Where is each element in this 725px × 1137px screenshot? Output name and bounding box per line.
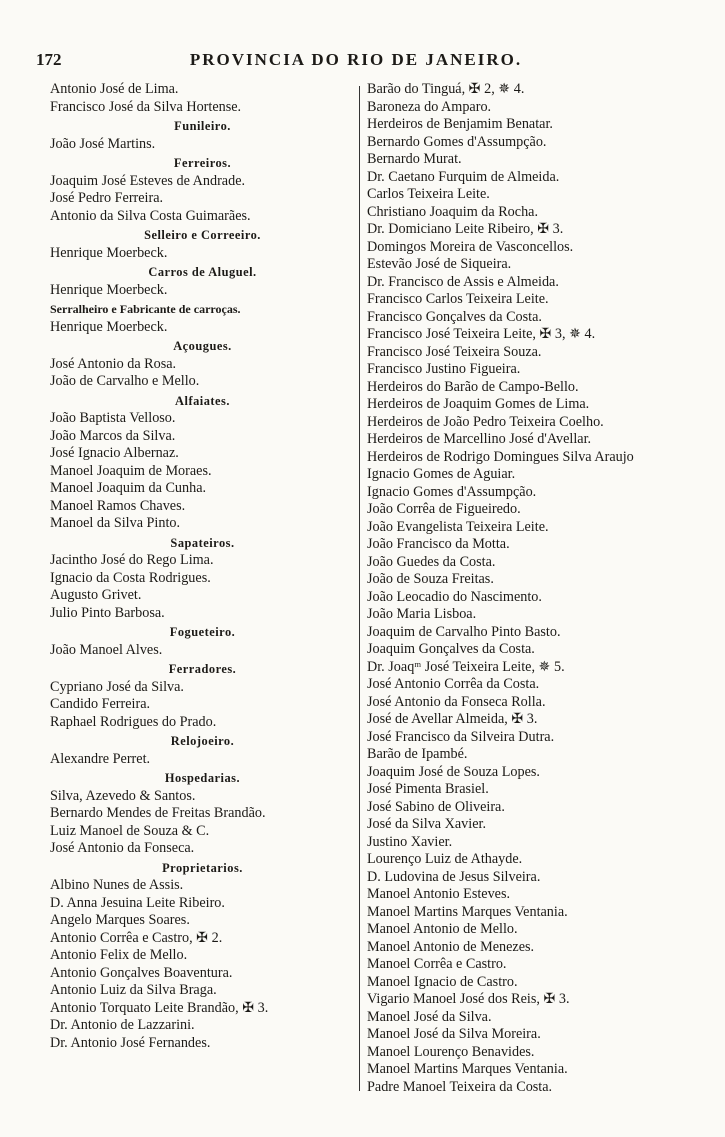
directory-entry: Ignacio Gomes de Aguiar. (367, 466, 516, 482)
directory-entry: Barão do Tinguá, ✠ 2, ✵ 4. (367, 81, 525, 97)
directory-entry: João de Carvalho e Mello. (50, 373, 200, 389)
section-heading: Selleiro e Correeiro. (144, 228, 261, 242)
section-heading: Funileiro. (174, 119, 231, 133)
directory-entry: José Antonio Corrêa da Costa. (367, 676, 540, 692)
directory-entry: Alexandre Perret. (50, 750, 151, 767)
directory-entry: Francisco Gonçalves da Costa. (367, 308, 542, 325)
directory-entry: João Francisco da Motta. (367, 536, 510, 552)
right-column (367, 81, 692, 1096)
directory-entry: Lourenço Luiz de Athayde. (367, 851, 523, 867)
directory-entry: José Antonio da Fonseca Rolla. (367, 693, 546, 710)
directory-entry: Baroneza do Amparo. (367, 98, 492, 115)
directory-entry: Domingos Moreira de Vasconcellos. (367, 238, 574, 255)
directory-entry: Manoel Martins Marques Ventania. (367, 903, 568, 920)
section-heading: Relojoeiro. (170, 734, 235, 748)
directory-entry: Augusto Grivet. (50, 587, 142, 603)
section-heading: Fogueteiro. (169, 625, 236, 639)
directory-entry: Joaquim José Esteves de Andrade. (50, 172, 246, 189)
section-heading: Carros de Aluguel. (148, 265, 257, 279)
directory-entry: Bernardo Mendes de Freitas Brandão. (50, 805, 266, 821)
directory-entry: Barão de Ipambé. (367, 746, 468, 762)
left-column (50, 81, 355, 1052)
directory-entry: Luiz Manoel de Souza & C. (50, 822, 210, 839)
directory-entry: Bernardo Gomes d'Assumpção. (367, 133, 547, 150)
directory-entry: Silva, Azevedo & Santos. (50, 787, 196, 804)
directory-entry: Antonio Luiz da Silva Braga. (50, 982, 217, 998)
directory-entry: João José Martins. (50, 135, 156, 152)
directory-entry: Henrique Moerbeck. (50, 281, 168, 298)
directory-entry: José Sabino de Oliveira. (367, 798, 505, 815)
directory-entry: Manoel Lourenço Benavides. (367, 1043, 535, 1060)
directory-entry: João Manoel Alves. (50, 641, 163, 658)
directory-entry: Dr. Joaqᵐ José Teixeira Leite, ✵ 5. (367, 658, 565, 675)
directory-entry: José Ignacio Albernaz. (50, 445, 179, 461)
directory-entry: Herdeiros de Rodrigo Domingues Silva Araujo (367, 448, 634, 465)
directory-entry: Herdeiros do Barão de Campo-Bello. (367, 378, 579, 395)
directory-entry: José Pimenta Brasiel. (367, 781, 489, 797)
directory-entry: Francisco Justino Figueira. (367, 361, 521, 377)
directory-entry: Manoel Joaquim da Cunha. (50, 480, 207, 496)
directory-entry: João Evangelista Teixeira Leite. (367, 518, 549, 535)
directory-entry: Manoel Joaquim de Moraes. (50, 462, 212, 479)
directory-entry: D. Ludovina de Jesus Silveira. (367, 868, 541, 885)
directory-entry: João Guedes da Costa. (367, 553, 496, 570)
directory-entry: Carlos Teixeira Leite. (367, 186, 490, 202)
directory-entry: Francisco Carlos Teixeira Leite. (367, 291, 549, 307)
section-heading: Hospedarias. (164, 771, 241, 785)
directory-entry: Vigario Manoel José dos Reis, ✠ 3. (367, 991, 570, 1007)
directory-entry: Manoel Martins Marques Ventania. (367, 1061, 568, 1077)
page-number: 172 (36, 50, 62, 69)
directory-entry: Herdeiros de João Pedro Teixeira Coelho. (367, 413, 604, 430)
directory-entry: Justino Xavier. (367, 833, 453, 850)
directory-entry: Francisco José Teixeira Leite, ✠ 3, ✵ 4. (367, 326, 596, 342)
directory-entry: Joaquim Gonçalves da Costa. (367, 641, 535, 657)
directory-entry: Manoel Antonio de Menezes. (367, 938, 535, 955)
directory-entry: Manoel Corrêa e Castro. (367, 956, 507, 972)
directory-entry: José Pedro Ferreira. (50, 190, 164, 206)
directory-entry: Joaquim José de Souza Lopes. (367, 763, 540, 780)
directory-entry: Antonio da Silva Costa Guimarães. (50, 207, 251, 224)
section-heading: Ferradores. (168, 662, 237, 676)
directory-entry: Antonio José de Lima. (50, 81, 179, 97)
directory-entry: Manoel Antonio de Mello. (367, 921, 518, 937)
directory-entry: Dr. Francisco de Assis e Almeida. (367, 273, 559, 290)
directory-entry: D. Anna Jesuina Leite Ribeiro. (50, 894, 225, 911)
directory-entry: Manoel José da Silva. (367, 1008, 492, 1025)
directory-entry: Dr. Domiciano Leite Ribeiro, ✠ 3. (367, 221, 564, 237)
page-header (36, 50, 676, 74)
column-divider (359, 86, 360, 1091)
directory-entry: Antonio Felix de Mello. (50, 947, 188, 963)
directory-entry: José Antonio da Fonseca. (50, 840, 195, 856)
directory-entry: João Corrêa de Figueiredo. (367, 501, 521, 517)
section-heading: Proprietarios. (162, 860, 243, 875)
section-heading: Alfaiates. (175, 393, 230, 408)
directory-entry: Manoel Antonio Esteves. (367, 886, 511, 902)
directory-entry: Francisco José da Silva Hortense. (50, 98, 242, 115)
section-heading: Ferreiros. (173, 156, 232, 170)
directory-entry: Herdeiros de Joaquim Gomes de Lima. (367, 396, 590, 412)
section-heading: Açougues. (173, 339, 232, 353)
directory-entry: Bernardo Murat. (367, 151, 462, 167)
directory-entry: Padre Manoel Teixeira da Costa. (367, 1078, 553, 1095)
directory-entry: Julio Pinto Barbosa. (50, 604, 165, 621)
directory-entry: Albino Nunes de Assis. (50, 877, 184, 893)
directory-entry: Antonio Gonçalves Boaventura. (50, 964, 233, 981)
directory-entry: José de Avellar Almeida, ✠ 3. (367, 711, 538, 727)
directory-entry: João Baptista Velloso. (50, 410, 176, 426)
directory-entry: Dr. Antonio José Fernandes. (50, 1034, 211, 1051)
directory-entry: João Leocadio do Nascimento. (367, 588, 542, 605)
directory-entry: Manoel Ignacio de Castro. (367, 973, 518, 990)
directory-entry: Herdeiros de Benjamim Benatar. (367, 116, 553, 132)
directory-entry: Antonio Corrêa e Castro, ✠ 2. (50, 929, 223, 946)
directory-entry: Francisco José Teixeira Souza. (367, 343, 542, 360)
directory-entry: Christiano Joaquim da Rocha. (367, 203, 539, 220)
section-heading: Serralheiro e Fabricante de carroças. (50, 302, 241, 316)
directory-entry: Angelo Marques Soares. (50, 912, 190, 928)
directory-entry: Estevão José de Siqueira. (367, 256, 512, 272)
directory-entry: Ignacio da Costa Rodrigues. (50, 569, 211, 586)
directory-entry: Manoel Ramos Chaves. (50, 497, 186, 514)
directory-entry: Ignacio Gomes d'Assumpção. (367, 483, 537, 500)
directory-entry: João Maria Lisboa. (367, 606, 477, 622)
directory-entry: Henrique Moerbeck. (50, 244, 168, 261)
directory-entry: Henrique Moerbeck. (50, 318, 168, 335)
directory-entry: Cypriano José da Silva. (50, 678, 184, 695)
directory-entry: João Marcos da Silva. (50, 427, 176, 444)
directory-entry: Raphael Rodrigues do Prado. (50, 713, 217, 730)
directory-entry: João de Souza Freitas. (367, 571, 494, 587)
directory-entry: Candido Ferreira. (50, 696, 151, 712)
directory-entry: José da Silva Xavier. (367, 816, 486, 832)
directory-entry: José Francisco da Silveira Dutra. (367, 728, 555, 745)
directory-entry: Herdeiros de Marcellino José d'Avellar. (367, 431, 592, 447)
directory-entry: Manoel José da Silva Moreira. (367, 1026, 541, 1042)
directory-entry: Jacintho José do Rego Lima. (50, 552, 214, 568)
directory-entry: Dr. Caetano Furquim de Almeida. (367, 168, 560, 185)
directory-entry: Dr. Antonio de Lazzarini. (50, 1017, 195, 1033)
directory-entry: Antonio Torquato Leite Brandão, ✠ 3. (50, 999, 269, 1016)
directory-entry: José Antonio da Rosa. (50, 355, 177, 372)
page-title: PROVINCIA DO RIO DE JANEIRO. (189, 50, 523, 69)
section-heading: Sapateiros. (170, 535, 235, 550)
directory-entry: Joaquim de Carvalho Pinto Basto. (367, 623, 561, 640)
directory-entry: Manoel da Silva Pinto. (50, 515, 181, 531)
